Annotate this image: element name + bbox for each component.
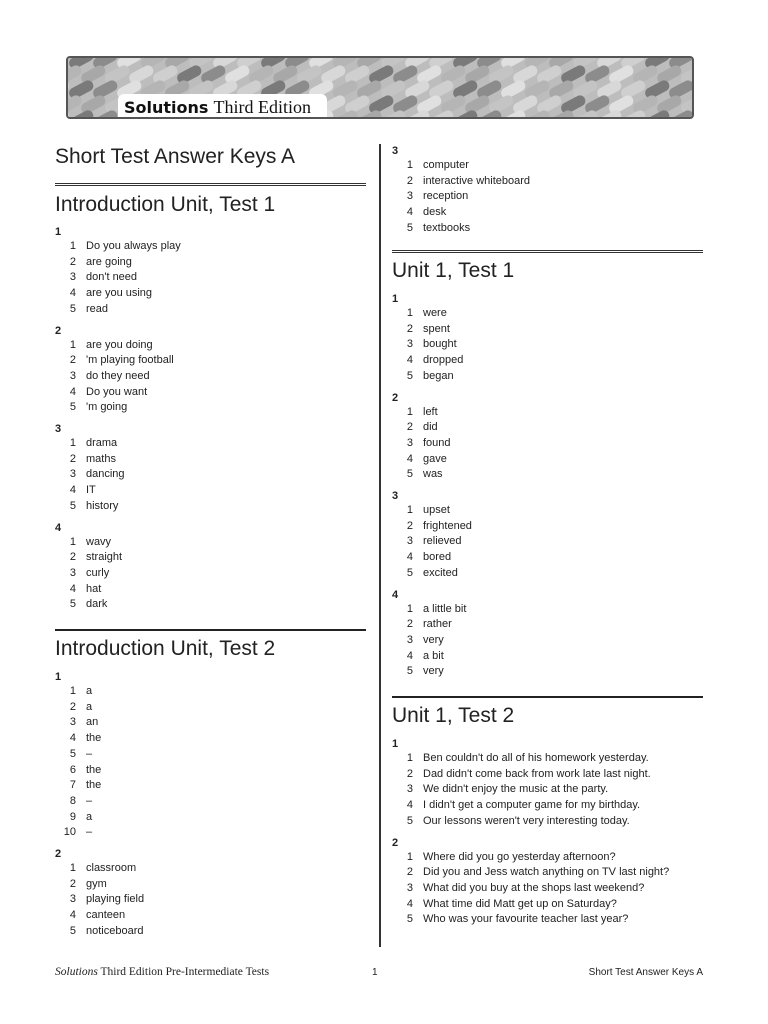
section-rule	[392, 250, 703, 253]
answer-number: 3	[69, 716, 76, 729]
answer-number: 1	[69, 685, 76, 697]
answer-text: a	[86, 810, 93, 823]
answer-text: curly	[86, 566, 110, 579]
answer-number: 1	[406, 504, 413, 516]
title-rule	[55, 183, 366, 186]
answer-item	[387, 420, 438, 434]
answer-item	[50, 747, 92, 761]
answer-number: 5	[69, 302, 76, 315]
answer-item	[387, 369, 454, 383]
answer-item	[387, 503, 450, 517]
answer-number: 7	[69, 779, 76, 792]
answer-item	[50, 763, 101, 777]
answer-number: 1	[406, 602, 413, 615]
answer-text: very	[423, 665, 444, 678]
answer-number: 5	[406, 566, 413, 579]
answer-item	[50, 483, 96, 497]
answer-item	[387, 602, 466, 616]
answer-text: –	[86, 747, 93, 760]
answer-text: Who was your favourite teacher last year?	[423, 913, 629, 926]
answer-text: Do you always play	[86, 240, 181, 252]
answer-number: 5	[69, 598, 76, 611]
answer-text: What time did Matt get up on Saturday?	[423, 897, 617, 910]
answer-number: 3	[69, 369, 76, 382]
answer-item	[50, 778, 101, 792]
footer-book-title: Solutions Third Edition Pre-Intermediate Tests	[55, 966, 270, 978]
answer-text: were	[423, 307, 447, 319]
answer-number: 1	[406, 307, 413, 319]
question-number: 4	[55, 521, 62, 534]
answer-item	[387, 881, 644, 895]
answer-text: a	[86, 685, 93, 697]
pattern-pill	[68, 93, 83, 115]
answer-item	[387, 814, 630, 828]
answer-text: don't need	[86, 271, 138, 284]
answer-item	[50, 715, 98, 729]
footer-page-number: 1	[372, 967, 378, 978]
answer-text: wavy	[86, 535, 112, 548]
page-title: Short Test Answer Keys A	[55, 145, 296, 168]
answer-number: 2	[406, 174, 413, 187]
answer-number: 4	[69, 484, 76, 497]
answer-number: 4	[69, 287, 76, 300]
answer-item	[50, 286, 152, 300]
answer-item	[50, 467, 125, 481]
answer-text: We didn't enjoy the music at the party.	[423, 783, 609, 796]
answer-text: Do you want	[86, 385, 148, 398]
answer-item	[387, 337, 457, 351]
answer-text: dark	[86, 598, 108, 611]
answer-number: 4	[406, 649, 413, 662]
answer-number: 6	[69, 763, 76, 776]
answer-number: 3	[406, 190, 413, 203]
answer-text: are you doing	[86, 338, 153, 351]
answer-item	[50, 810, 92, 824]
question-number: 4	[392, 588, 399, 601]
answer-item	[50, 684, 92, 698]
answer-item	[387, 322, 450, 336]
pattern-pill	[667, 78, 694, 100]
answer-number: 5	[406, 369, 413, 382]
answer-number: 5	[69, 924, 76, 937]
section-title: Unit 1, Test 2	[392, 704, 515, 727]
answer-number: 4	[406, 354, 413, 367]
answer-text: playing field	[86, 893, 145, 906]
answer-item	[387, 751, 649, 765]
answer-item	[387, 519, 472, 533]
answer-item	[387, 174, 530, 188]
answer-number: 4	[406, 897, 413, 910]
answer-item	[387, 436, 451, 450]
answer-number: 3	[406, 436, 413, 449]
answer-text: bought	[423, 338, 457, 351]
answer-text: relieved	[423, 535, 462, 548]
answer-text: bored	[423, 551, 452, 564]
answer-text: hat	[86, 582, 102, 595]
answer-number: 2	[69, 255, 76, 268]
answer-text: dancing	[86, 468, 125, 481]
answer-text: Did you and Jess watch anything on TV last night?	[423, 866, 670, 879]
footer-section-title: Short Test Answer Keys A	[588, 967, 703, 978]
answer-item	[50, 385, 147, 399]
answer-text: spent	[423, 322, 450, 335]
answer-item	[50, 400, 127, 414]
answer-number: 2	[69, 700, 76, 713]
answer-text: interactive whiteboard	[423, 174, 531, 187]
answer-item	[387, 405, 438, 419]
answer-number: 3	[406, 535, 413, 548]
column-divider	[379, 144, 381, 947]
answer-text: found	[423, 436, 451, 449]
answer-item	[387, 221, 470, 235]
header-banner	[66, 56, 694, 119]
answer-item	[50, 700, 92, 714]
answer-number: 1	[406, 159, 413, 171]
answer-number: 2	[69, 452, 76, 465]
answer-item	[387, 767, 651, 781]
answer-item	[387, 534, 462, 548]
answer-item	[50, 825, 92, 839]
question-number: 3	[55, 423, 62, 435]
section-title: Introduction Unit, Test 1	[55, 193, 276, 216]
answer-item	[50, 597, 107, 611]
answer-item	[50, 436, 117, 450]
section-title: Unit 1, Test 1	[392, 259, 515, 282]
answer-item	[50, 369, 150, 383]
answer-number: 2	[406, 767, 413, 780]
answer-number: 3	[69, 566, 76, 579]
answer-text: IT	[86, 484, 96, 497]
answer-text: canteen	[86, 909, 126, 922]
answer-item	[387, 633, 444, 647]
answer-number: 1	[69, 338, 76, 351]
answer-number: 3	[406, 633, 413, 646]
answer-item	[387, 664, 444, 678]
answer-number: 3	[69, 271, 76, 284]
answer-number: 3	[69, 893, 76, 906]
answer-number: 4	[69, 909, 76, 922]
answer-number: 4	[69, 582, 76, 595]
question-number: 1	[392, 293, 399, 305]
answer-number: 8	[69, 794, 76, 807]
answer-text: gave	[423, 452, 447, 465]
question-number: 1	[392, 738, 399, 750]
answer-item	[387, 467, 443, 481]
answer-number: 5	[69, 401, 76, 414]
answer-number: 2	[69, 877, 76, 890]
answer-number: 2	[69, 354, 76, 367]
answer-item	[50, 239, 181, 253]
answer-item	[50, 892, 144, 906]
answer-number: 4	[406, 799, 413, 812]
answer-number: 2	[406, 866, 413, 879]
answer-text: frightened	[423, 519, 472, 532]
answer-number: 2	[406, 519, 413, 532]
answer-number: 5	[406, 221, 413, 234]
answer-text: classroom	[86, 862, 137, 874]
answer-number: 4	[406, 551, 413, 564]
answer-number: 4	[406, 452, 413, 465]
answer-item	[387, 550, 451, 564]
answer-text: straight	[86, 551, 123, 564]
answer-number: 5	[406, 468, 413, 481]
answer-item	[50, 908, 125, 922]
answer-item	[387, 782, 608, 796]
answer-text: textbooks	[423, 221, 471, 234]
question-number: 1	[55, 671, 62, 683]
answer-number: 1	[69, 240, 76, 252]
answer-text: a little bit	[423, 602, 467, 615]
answer-number: 3	[69, 468, 76, 481]
answer-text: rather	[423, 618, 452, 631]
answer-item	[50, 550, 122, 564]
question-number: 3	[392, 145, 399, 157]
section-rule	[55, 629, 366, 631]
answer-text: a	[86, 700, 93, 713]
answer-item	[387, 353, 463, 367]
answer-text: the	[86, 763, 102, 776]
answer-text: do they need	[86, 369, 150, 382]
answer-item	[50, 924, 144, 938]
question-number: 1	[55, 226, 62, 238]
answer-number: 4	[69, 385, 76, 398]
answer-item	[50, 794, 92, 808]
answer-text: a bit	[423, 649, 444, 662]
answer-text: the	[86, 779, 102, 792]
answer-number: 9	[69, 810, 76, 823]
answer-item	[387, 189, 468, 203]
answer-item	[50, 731, 101, 745]
answer-item	[50, 582, 101, 596]
answer-item	[50, 861, 136, 875]
answer-number: 2	[69, 551, 76, 564]
answer-text: computer	[423, 159, 469, 171]
answer-number: 5	[406, 913, 413, 926]
question-number: 3	[392, 490, 399, 502]
answer-number: 1	[69, 862, 76, 874]
answer-item	[50, 877, 107, 891]
answer-item	[50, 255, 132, 269]
answer-text: upset	[423, 504, 450, 516]
answer-text: Ben couldn't do all of his homework yesterday.	[423, 752, 649, 764]
answer-item	[387, 205, 446, 219]
answer-text: the	[86, 732, 102, 745]
answer-item	[387, 306, 447, 320]
answer-number: 5	[406, 665, 413, 678]
answer-text: 'm playing football	[86, 354, 174, 367]
answer-item	[387, 452, 447, 466]
answer-number: 10	[63, 826, 76, 839]
answer-number: 3	[406, 338, 413, 351]
answer-text: began	[423, 369, 454, 382]
section-title: Introduction Unit, Test 2	[55, 637, 276, 660]
brand-logo: Solutions Third Edition	[118, 94, 327, 119]
answer-text: 'm going	[86, 401, 128, 414]
answer-item	[387, 897, 617, 911]
answer-number: 1	[69, 535, 76, 548]
answer-item	[387, 912, 628, 926]
answer-number: 5	[69, 499, 76, 512]
answer-item	[387, 566, 458, 580]
answer-text: What did you buy at the shops last weekend?	[423, 881, 645, 894]
answer-text: drama	[86, 437, 118, 449]
answer-text: –	[86, 794, 93, 807]
answer-text: dropped	[423, 354, 464, 367]
section-rule	[392, 696, 703, 698]
question-number: 2	[55, 848, 62, 860]
answer-item	[50, 270, 137, 284]
answer-text: are you using	[86, 287, 153, 300]
answer-text: gym	[86, 877, 107, 890]
answer-number: 2	[406, 322, 413, 335]
answer-item	[387, 850, 616, 864]
answer-item	[50, 302, 108, 316]
answer-text: –	[86, 826, 93, 839]
answer-number: 1	[406, 752, 413, 764]
answer-item	[50, 452, 116, 466]
answer-item	[387, 158, 469, 172]
answer-text: history	[86, 499, 119, 512]
answer-text: was	[423, 468, 443, 481]
answer-item	[387, 865, 669, 879]
answer-text: excited	[423, 566, 458, 579]
answer-text: Where did you go yesterday afternoon?	[423, 850, 616, 863]
answer-text: left	[423, 405, 438, 418]
question-number: 2	[392, 836, 399, 849]
answer-text: read	[86, 302, 109, 315]
answer-number: 5	[69, 747, 76, 760]
answer-number: 1	[69, 437, 76, 449]
answer-item	[50, 353, 174, 367]
answer-item	[387, 617, 452, 631]
answer-number: 1	[406, 405, 413, 418]
answer-item	[50, 338, 153, 352]
answer-item	[50, 566, 109, 580]
answer-number: 3	[406, 881, 413, 894]
question-number: 2	[392, 391, 399, 404]
answer-text: I didn't get a computer game for my birthday.	[423, 799, 641, 812]
answer-text: reception	[423, 190, 469, 203]
answer-number: 4	[406, 206, 413, 219]
pattern-pill	[68, 63, 83, 85]
question-number: 2	[55, 324, 62, 337]
answer-text: Dad didn't come back from work late last night.	[423, 767, 651, 780]
answer-number: 4	[69, 732, 76, 745]
answer-text: an	[86, 716, 99, 729]
answer-number: 1	[406, 850, 413, 863]
answer-number: 2	[406, 618, 413, 631]
answer-text: noticeboard	[86, 924, 144, 937]
answer-item	[50, 535, 111, 549]
answer-text: very	[423, 633, 444, 646]
answer-text: are going	[86, 255, 132, 268]
answer-number: 3	[406, 783, 413, 796]
answer-text: maths	[86, 452, 116, 465]
answer-item	[50, 499, 118, 513]
answer-item	[387, 649, 444, 663]
answer-text: desk	[423, 206, 447, 219]
answer-number: 2	[406, 421, 413, 434]
answer-number: 5	[406, 814, 413, 827]
answer-text: Our lessons weren't very interesting today.	[423, 814, 630, 827]
answer-item	[387, 798, 640, 812]
answer-text: did	[423, 421, 438, 434]
